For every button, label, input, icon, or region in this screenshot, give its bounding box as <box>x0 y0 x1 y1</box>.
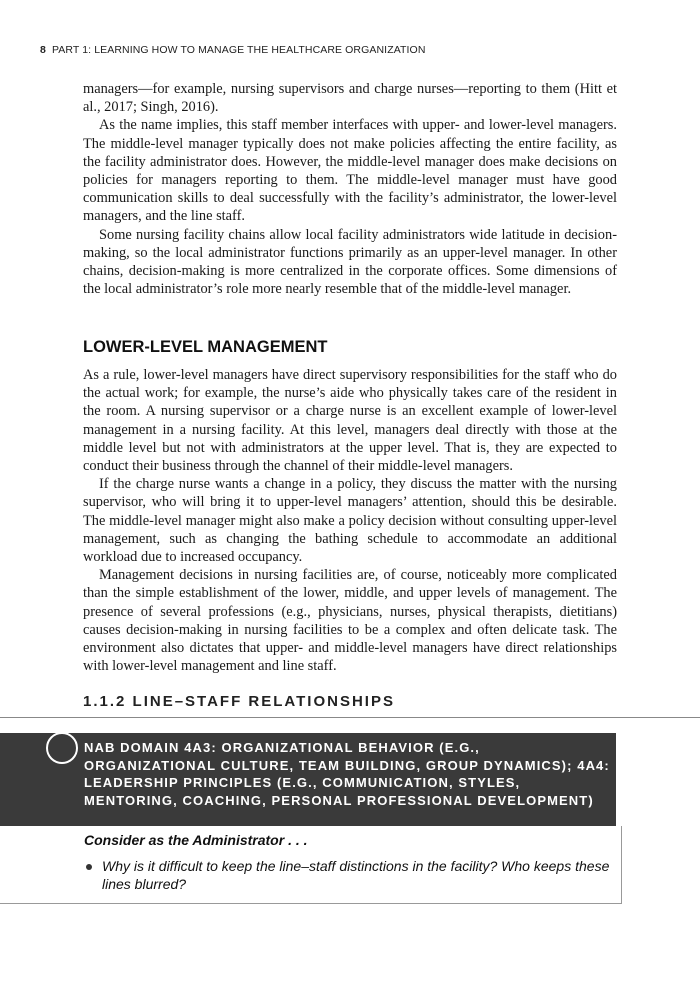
nab-domain-text: NAB DOMAIN 4A3: ORGANIZATIONAL BEHAVIOR (E.G., ORGANIZATIONAL CULTURE, TEAM BUILDING, GROUP DYNAMICS); 4A4: LEADERSHIP PRINCIPLES (E.G., COMMUNICATION, STYLES, MENTORING, COACHING, PERSONAL PROFESSIONAL DEVELOPMENT) <box>84 740 610 808</box>
paragraph: As the name implies, this staff member interfaces with upper- and lower-level managers. The middle-level manager typically does not make policies affecting the entire facility, as the facility administrator does. However, the middle-level manager does make decisions on policies for managers reporting to them. The middle-level manager must have good communication skills to deal successfully with the facility’s administrator, the lower-level managers, and the line staff. <box>83 117 617 225</box>
paragraph: Some nursing facility chains allow local facility administrators wide latitude in decision-making, so the local administrator functions primarily as an upper-level manager. In other chains, decision-making is more centralized in the corporate offices. Some dimensions of the local administrator’s role more nearly resemble that of the middle-level manager. <box>83 226 617 298</box>
section-heading: LOWER-LEVEL MANAGEMENT <box>83 338 328 356</box>
page-number: 8 <box>40 44 46 56</box>
section-text-block <box>83 366 617 675</box>
section-divider <box>0 717 700 718</box>
subsection-heading: 1.1.2 LINE–STAFF RELATIONSHIPS <box>83 693 395 710</box>
consider-title: Consider as the Administrator . . . <box>84 832 308 848</box>
bullet-icon <box>86 864 92 870</box>
circle-icon <box>46 732 78 764</box>
consider-question: Why is it difficult to keep the line–staff distinctions in the facility? Who keeps these lines blurred? <box>102 858 610 892</box>
paragraph: As a rule, lower-level managers have direct supervisory responsibilities for the staff who do the actual work; for example, the nurse’s aide who physically takes care of the resident in the room. A nursing supervisor or a charge nurse is an excellent example of lower-level management in a nursing facility. At this level, managers deal directly with those at the middle level but not with administrators at the upper level. That is, they are expected to conduct their business through the channel of their middle-level managers. <box>83 367 617 475</box>
running-header <box>40 44 426 56</box>
paragraph: Management decisions in nursing facilities are, of course, noticeably more complicated than the simple establishment of the lower, middle, and upper levels of management. The presence of several professions (e.g., physicians, nurses, physical therapists, dietitians) causes decision-making in nursing facilities to be a complex and often delicate task. The environment also dictates that upper- and middle-level managers have direct relationships with lower-level management and line staff. <box>83 567 617 675</box>
paragraph: If the charge nurse wants a change in a policy, they discuss the matter with the nursing supervisor, who will bring it to upper-level managers’ attention, should this be desirable. The middle-level manager might also make a policy decision without consulting upper-level management, such as changing the bathing schedule to accommodate an additional workload due to increased occupancy. <box>83 476 617 566</box>
top-text-block <box>83 80 617 298</box>
paragraph: managers—for example, nursing supervisors and charge nurses—reporting to them (Hitt et al., 2017; Singh, 2016). <box>83 81 617 116</box>
running-title: PART 1: LEARNING HOW TO MANAGE THE HEALTHCARE ORGANIZATION <box>51 44 426 56</box>
